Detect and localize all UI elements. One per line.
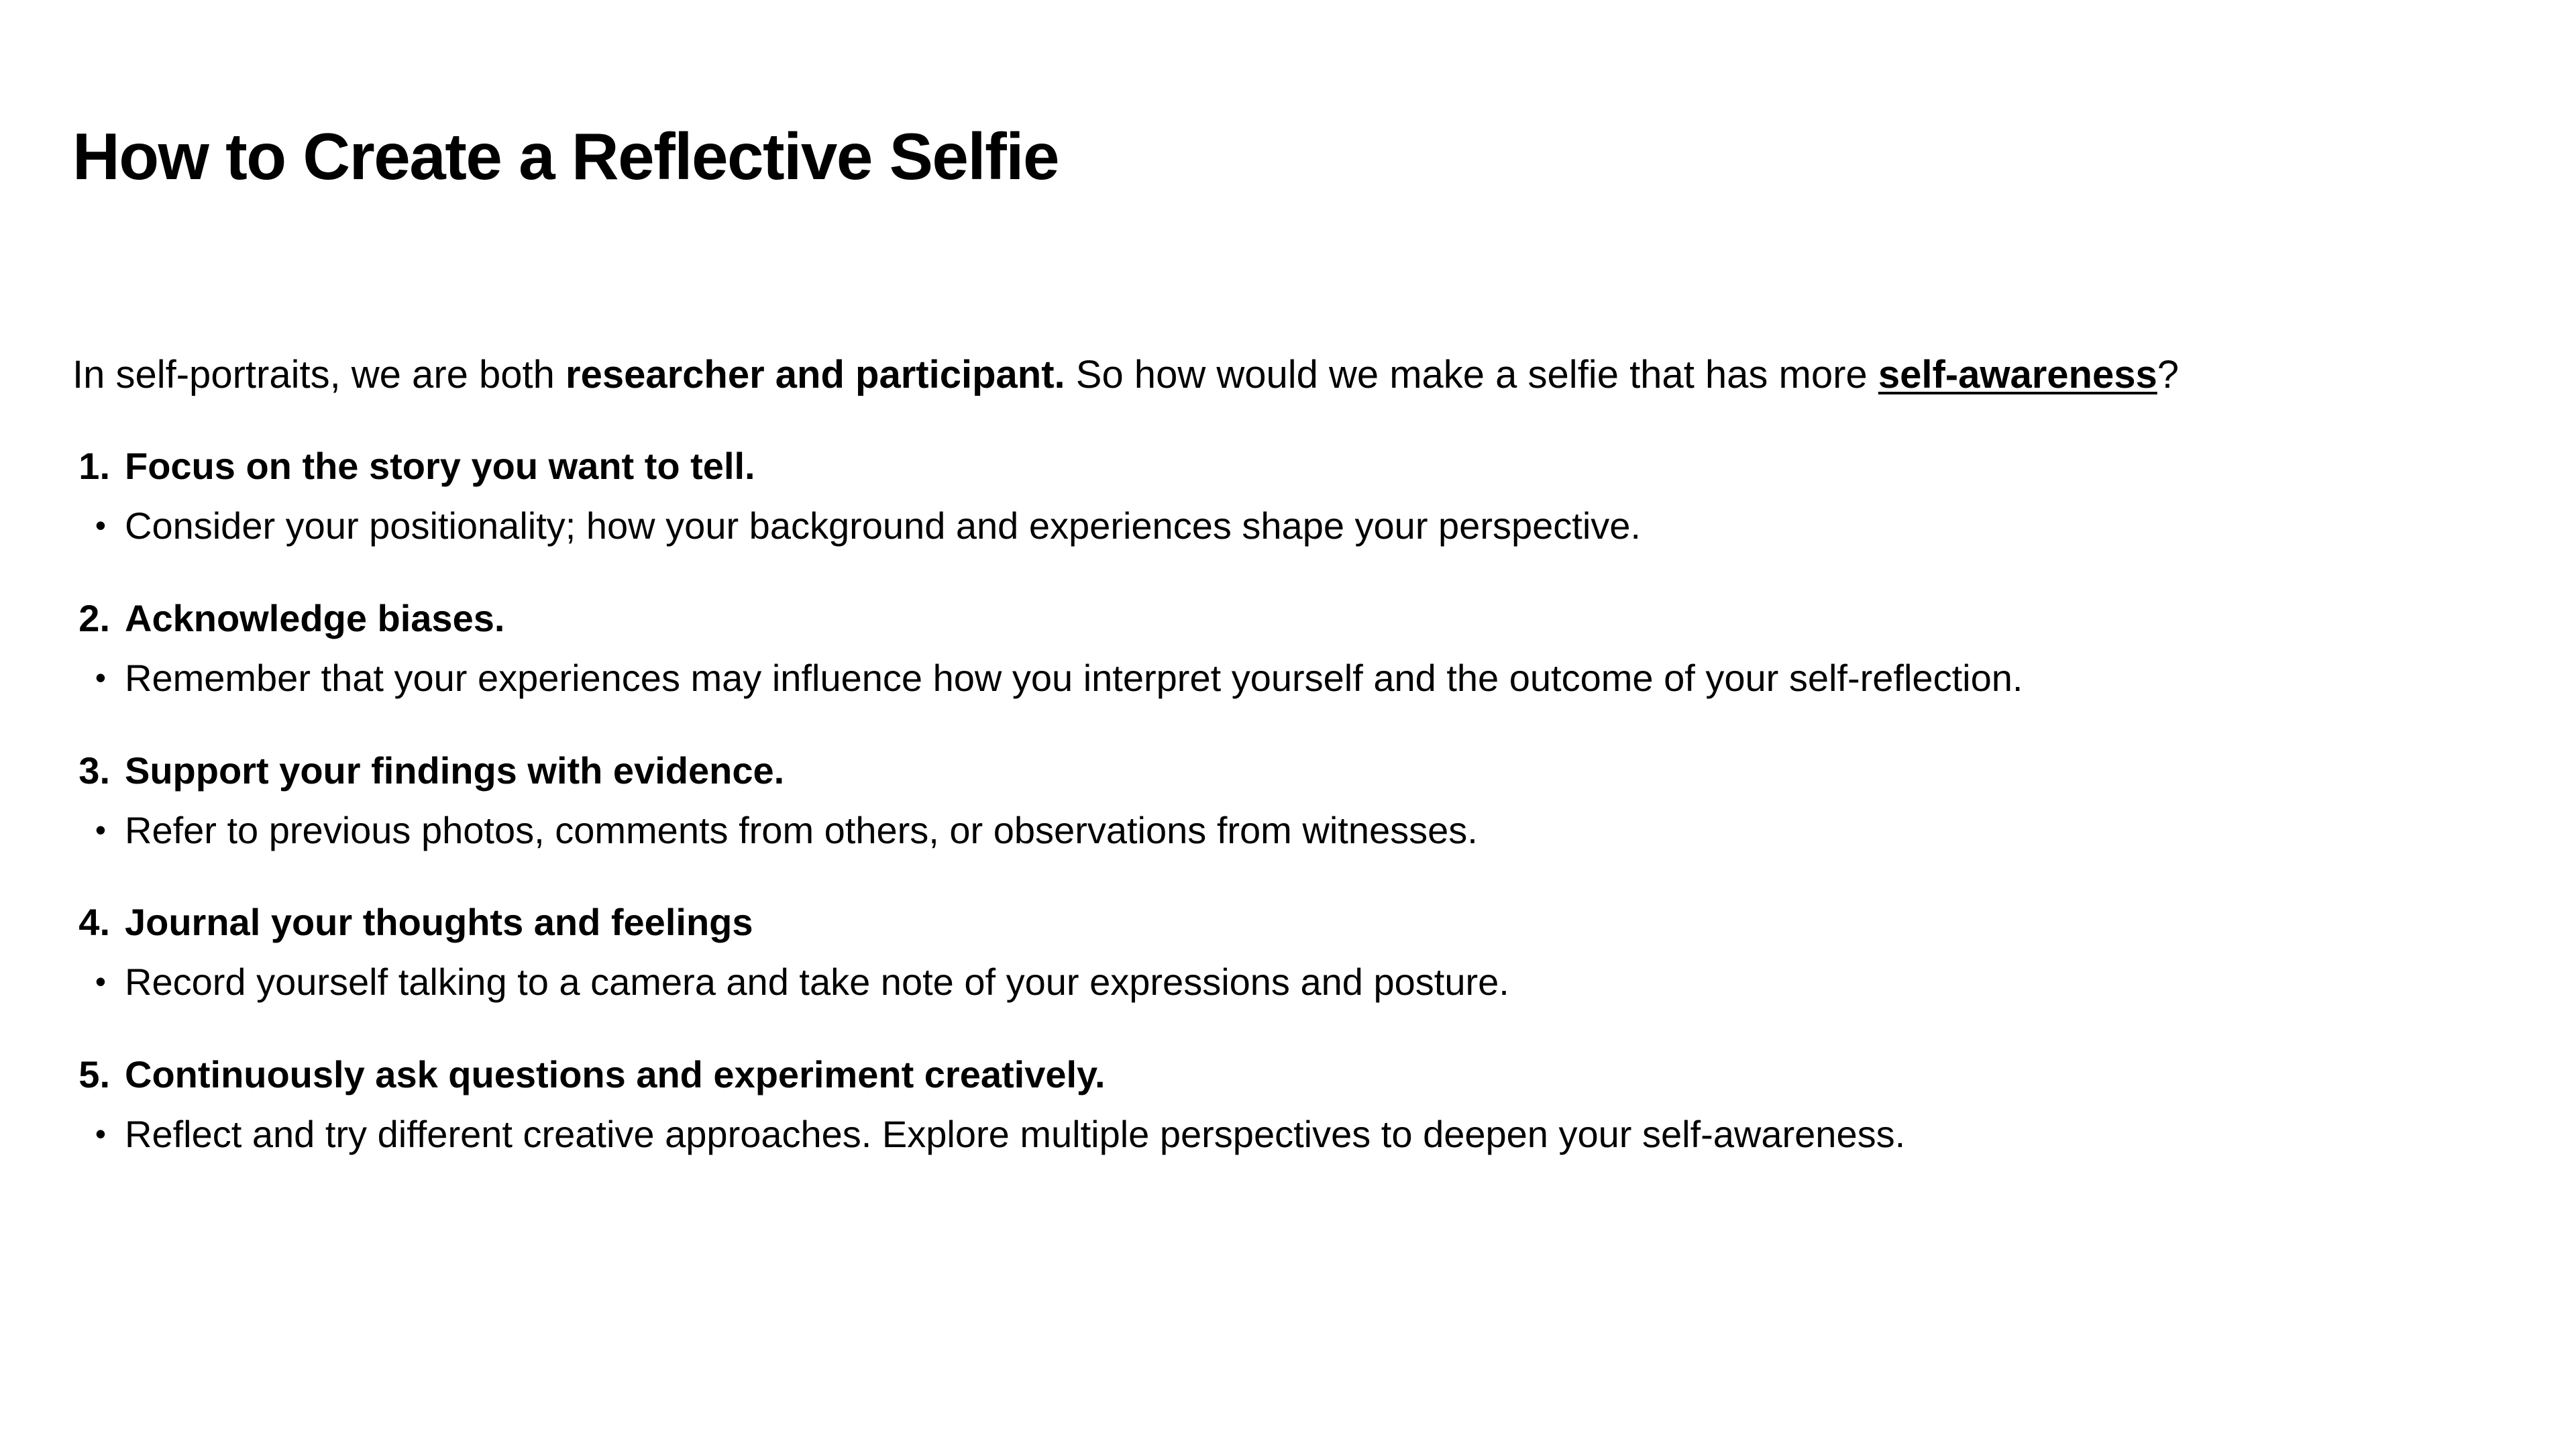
step-number: 3. xyxy=(78,749,110,792)
intro-emphasis-self-awareness: self-awareness xyxy=(1878,352,2157,396)
step-detail: Reflect and try different creative approaches. Explore multiple perspectives to deepen your self-awareness. xyxy=(125,1113,1906,1156)
step-heading xyxy=(72,747,2496,794)
intro-text-part1: In self-portraits, we are both xyxy=(72,352,566,396)
list-item xyxy=(72,747,2496,855)
step-number: 2. xyxy=(78,596,110,639)
page-title: How to Create a Reflective Selfie xyxy=(72,119,1059,193)
intro-bold-phrase: researcher and participant. xyxy=(566,352,1065,396)
step-heading xyxy=(72,1051,2496,1098)
step-title: Journal your thoughts and feelings xyxy=(125,901,753,944)
intro-paragraph xyxy=(72,349,2496,401)
step-title: Continuously ask questions and experiment creatively. xyxy=(125,1053,1106,1096)
step-detail-row xyxy=(72,502,2496,551)
step-heading xyxy=(72,443,2496,490)
bullet-icon: • xyxy=(95,1116,106,1152)
list-item xyxy=(72,443,2496,551)
step-detail-row xyxy=(72,1110,2496,1159)
step-detail: Record yourself talking to a camera and take note of your expressions and posture. xyxy=(125,961,1509,1004)
list-item xyxy=(72,899,2496,1007)
step-detail: Consider your positionality; how your background and experiences shape your perspective. xyxy=(125,504,1641,547)
bullet-icon: • xyxy=(95,659,106,695)
step-detail: Refer to previous photos, comments from others, or observations from witnesses. xyxy=(125,808,1478,851)
step-title: Focus on the story you want to tell. xyxy=(125,445,755,488)
intro-text-part3: ? xyxy=(2157,352,2179,396)
step-detail: Remember that your experiences may influence how you interpret yourself and the outcome of your self-reflection. xyxy=(125,656,2023,699)
bullet-icon: • xyxy=(95,812,106,847)
step-title: Acknowledge biases. xyxy=(125,596,505,639)
bullet-icon: • xyxy=(95,508,106,543)
step-detail-row xyxy=(72,958,2496,1007)
step-heading xyxy=(72,595,2496,642)
intro-text-part2: So how would we make a selfie that has more xyxy=(1065,352,1878,396)
step-number: 5. xyxy=(78,1053,110,1096)
step-heading xyxy=(72,899,2496,946)
step-title: Support your findings with evidence. xyxy=(125,749,785,792)
step-number: 1. xyxy=(78,445,110,488)
list-item xyxy=(72,595,2496,703)
bullet-icon: • xyxy=(95,964,106,1000)
list-item xyxy=(72,1051,2496,1159)
steps-list xyxy=(72,443,2496,1159)
step-number: 4. xyxy=(78,901,110,944)
step-detail-row xyxy=(72,806,2496,855)
step-detail-row xyxy=(72,654,2496,703)
